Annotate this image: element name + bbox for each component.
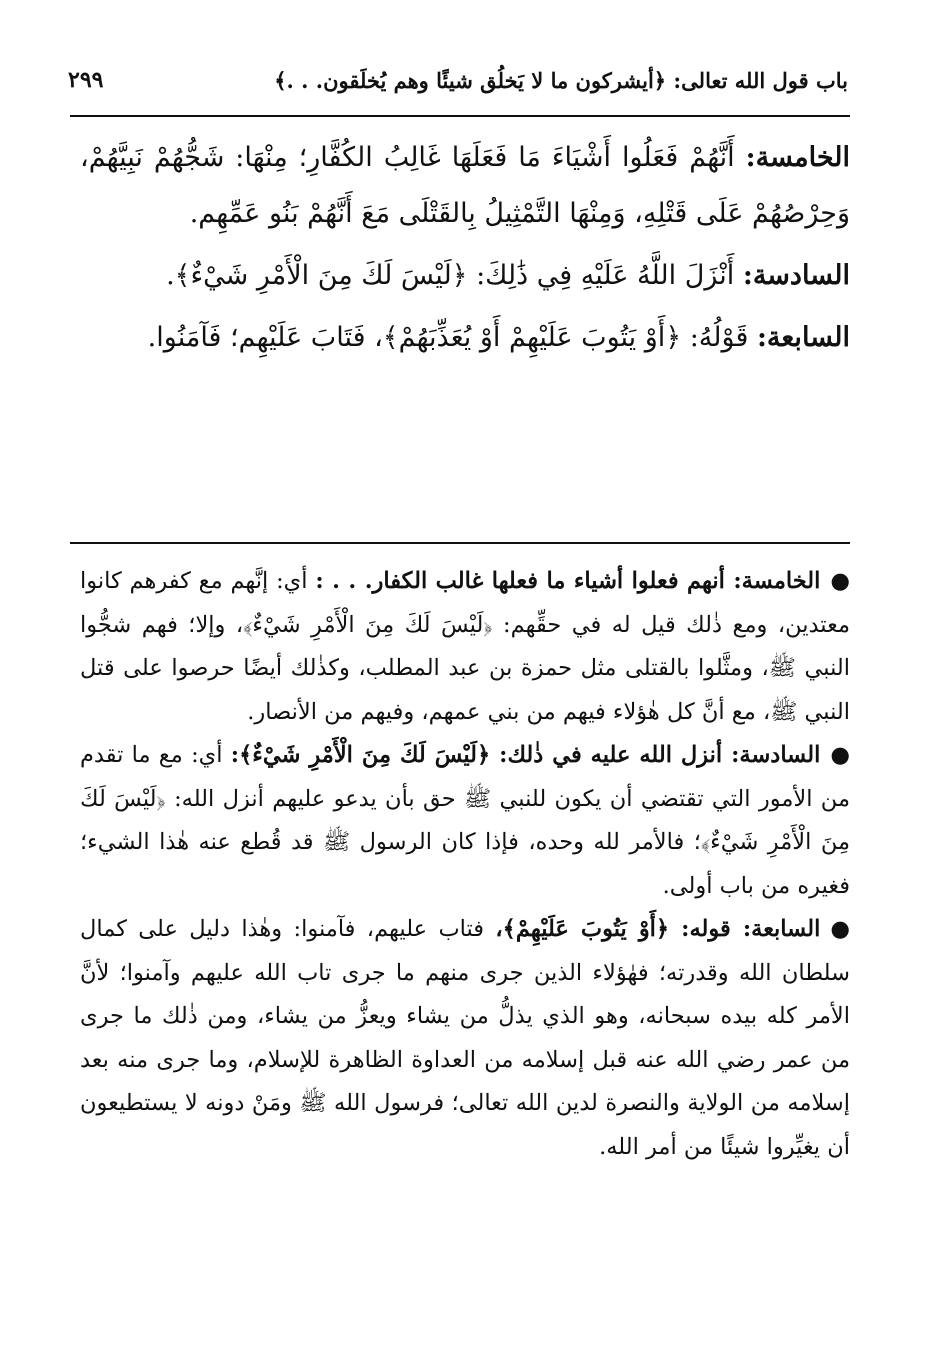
separator-rule [70,542,850,544]
matn-text [80,130,850,372]
bullet-icon: ● [830,568,850,594]
matn-body: قَوْلُهُ: ﴿أَوْ يَتُوبَ عَلَيْهِمْ أَوْ يُعَذِّبَهُمْ﴾، فَتَابَ عَلَيْهِم؛ فَآمَنُوا. [147,322,749,353]
commentary-paragraph-fifth [80,560,850,734]
matn-body: أَنَّهُمْ فَعَلُوا أَشْيَاءَ مَا فَعَلَهَا غَالِبُ الكُفَّارِ؛ مِنْهَا: شَجُّهُمْ نَبِيَّهُمْ، وَحِرْصُهُمْ عَلَى قَتْلِهِ، وَمِنْهَا التَّمْثِيلُ بِالقَتْلَى مَعَ أَنَّهُمْ بَنُو عَمِّهِم. [80,142,850,229]
matn-body: أَنْزَلَ اللَّهُ عَلَيْهِ فِي ذَٰلِكَ: ﴿لَيْسَ لَكَ مِنَ الْأَمْرِ شَيْءٌ﴾. [166,260,735,291]
commentary-body: فتاب عليهم، فآمنوا: وهٰذا دليل على كمال سلطان الله وقدرته؛ فهٰؤلاء الذين جرى منهم ما جرى تاب الله عليهم وآمنوا؛ لأنَّ الأمر كله بيده سبحانه، وهو الذي يذلُّ من يشاء ويعزُّ من يشاء، ومن ذٰلك ما جرى من عمر رضي الله عنه قبل إسلامه من العداوة الظاهرة للإسلام، وما جرى منه بعد إسلامه من الولاية والنصرة لدين الله تعالى؛ فرسول الله ﷺ ومَنْ دونه لا يستطيعون أن يغيِّروا شيئًا من أمر الله. [80,916,850,1160]
commentary-paragraph-seventh [80,908,850,1169]
header-rule [70,115,850,117]
commentary-text [80,560,850,1169]
commentary-lead: السادسة: أنزل الله عليه في ذٰلك: ﴿لَيْسَ لَكَ مِنَ الْأَمْرِ شَيْءٌ﴾: [230,742,821,768]
matn-lead: السابعة: [756,322,850,353]
commentary-body: أي: مع ما تقدم من الأمور التي تقتضي أن يكون للنبي ﷺ حق بأن يدعو عليهم أنزل الله: ﴿لَيْسَ لَكَ مِنَ الْأَمْرِ شَيْءٌ﴾؛ فالأمر لله وحده، فإذا كان الرسول ﷺ قد قُطع عنه هٰذا الشيء؛ فغيره من باب أولى. [80,742,850,899]
bullet-icon: ● [830,742,850,768]
matn-paragraph-fifth [80,130,850,242]
matn-lead: الخامسة: [745,142,850,173]
commentary-body: أي: إنَّهم مع كفرهم كانوا معتدين، ومع ذٰلك قيل له في حقِّهم: ﴿لَيْسَ لَكَ مِنَ الْأَمْرِ شَيْءٌ﴾، وإلا؛ فهم شجُّوا النبي ﷺ، ومثَّلوا بالقتلى مثل حمزة بن عبد المطلب، وكذٰلك أيضًا حرصوا على قتل النبي ﷺ، مع أنَّ كل هٰؤلاء فيهم من بني عمهم، وفيهم من الأنصار. [80,568,850,725]
commentary-lead: الخامسة: أنهم فعلوا أشياء ما فعلها غالب الكفار. . . : [315,568,821,594]
commentary-paragraph-sixth [80,734,850,908]
commentary-lead: السابعة: قوله: ﴿أَوْ يَتُوبَ عَلَيْهِمْ﴾، [495,916,821,942]
running-header [68,60,848,100]
bullet-icon: ● [830,916,850,942]
matn-paragraph-sixth [80,248,850,304]
matn-paragraph-seventh [80,310,850,366]
running-title: باب قول الله تعالى: ﴿أيشركون ما لا يَخلُق شيئًا وهم يُخلَقون. . .﴾ [274,67,848,93]
page-number: ٢٩٩ [68,67,104,93]
matn-lead: السادسة: [742,260,850,291]
